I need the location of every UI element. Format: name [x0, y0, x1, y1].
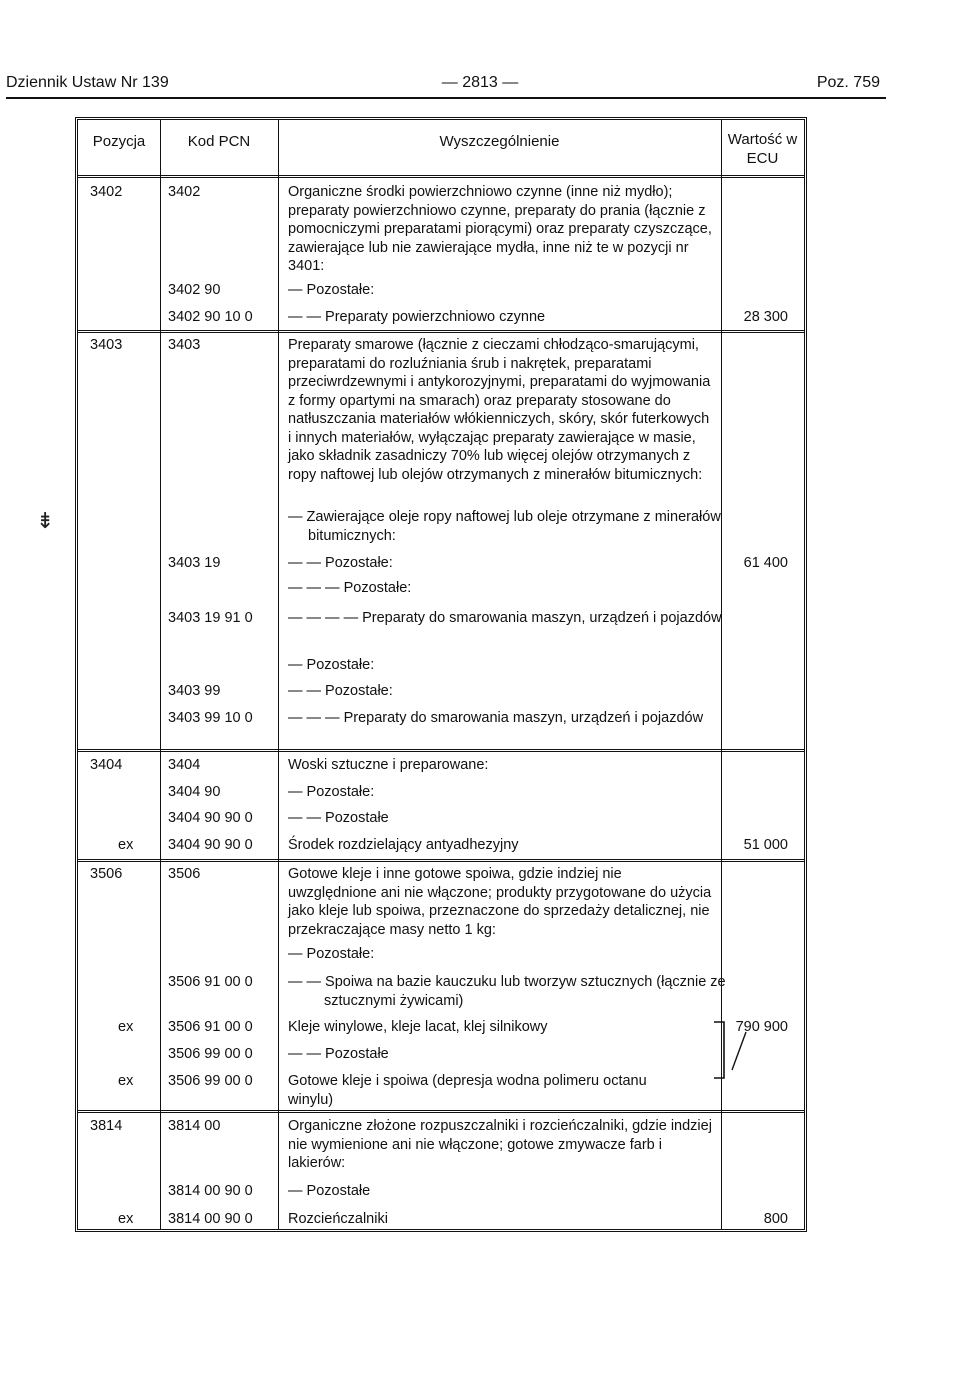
- row-description: Organiczne środki powierzchniowo czynne (inne niż mydło); preparaty powierzchniowo czynne, preparaty do prania (łącznie z pomocniczymi preparatami piorącymi) oraz preparaty czyszczące, zawierające lub nie zawierające mydła, inne niż te w pozycji nr 3401:: [288, 184, 712, 274]
- row-code: 3403: [168, 337, 201, 353]
- row-code: 3402: [168, 184, 201, 200]
- column-header-kod: Kod PCN: [187, 133, 251, 150]
- row-position: ex: [118, 1019, 134, 1035]
- row-code: 3404 90: [168, 784, 221, 800]
- group-divider: [78, 1110, 804, 1113]
- row-code: 3402 90: [168, 282, 221, 298]
- row-description: — — — Pozostałe:: [288, 580, 412, 596]
- column-divider: [160, 120, 161, 1229]
- row-code: 3402 90 10 0: [168, 309, 253, 325]
- row-code: 3506: [168, 866, 201, 882]
- row-description: Gotowe kleje i spoiwa (depresja wodna polimeru octanu winylu): [288, 1073, 647, 1108]
- row-code: 3404 90 90 0: [168, 837, 253, 853]
- page-header: [0, 0, 960, 100]
- header-rule: [6, 97, 886, 99]
- column-divider: [278, 120, 279, 1229]
- row-value: 61 400: [743, 555, 788, 571]
- group-divider: [78, 859, 804, 862]
- row-code: 3403 99: [168, 683, 221, 699]
- row-description: Gotowe kleje i inne gotowe spoiwa, gdzie indziej nie uwzględnione ani nie włączone; produkty przygotowane do użycia jako kleje lub spoiwa, przeznaczone do sprzedaży detalicznej, nie przekraczające masy netto 1 kg:: [288, 866, 712, 938]
- row-position: ex: [118, 1073, 134, 1089]
- group-divider: [78, 749, 804, 752]
- row-position: ex: [118, 837, 134, 853]
- row-code: 3814 00 90 0: [168, 1211, 253, 1227]
- row-code: 3404: [168, 757, 201, 773]
- handwritten-bracket-mark: [712, 1010, 772, 1090]
- row-description: — — Pozostałe: [288, 810, 389, 826]
- row-code: 3403 99 10 0: [168, 710, 253, 726]
- row-code: 3404 90 90 0: [168, 810, 253, 826]
- margin-mark: ⇟: [36, 508, 55, 533]
- row-code: 3506 91 00 0: [168, 1019, 253, 1035]
- row-position: 3403: [90, 337, 123, 353]
- row-description: — Pozostałe:: [288, 282, 375, 298]
- row-description: Kleje winylowe, kleje lacat, klej silnikowy: [288, 1019, 548, 1035]
- row-code: 3506 99 00 0: [168, 1073, 253, 1089]
- row-description: Organiczne złożone rozpuszczalniki i rozcieńczalniki, gdzie indziej nie wymienione ani nie włączone; gotowe zmywacze farb i lakierów:: [288, 1118, 712, 1171]
- row-description: Rozcieńczalniki: [288, 1211, 388, 1227]
- column-header-value: Wartość w ECU: [727, 131, 798, 167]
- journal-title: Dziennik Ustaw Nr 139: [6, 74, 169, 91]
- row-description: — — Pozostałe:: [288, 555, 393, 571]
- row-description: Woski sztuczne i preparowane:: [288, 757, 489, 773]
- row-position: ex: [118, 1211, 134, 1227]
- row-position: 3814: [90, 1118, 123, 1134]
- row-description: — — Preparaty powierzchniowo czynne: [288, 309, 546, 325]
- row-code: 3403 19: [168, 555, 221, 571]
- row-value: 790 900: [735, 1019, 788, 1035]
- row-value: 800: [763, 1211, 788, 1227]
- row-position: 3402: [90, 184, 123, 200]
- position-number: Poz. 759: [816, 74, 880, 91]
- column-header-description: Wyszczególnienie: [439, 133, 560, 150]
- row-description: — Pozostałe:: [288, 657, 375, 673]
- row-code: 3814 00: [168, 1118, 221, 1134]
- page-number: — 2813 —: [441, 74, 519, 91]
- table-header: [78, 120, 804, 178]
- row-description: — — Pozostałe: [288, 1046, 389, 1062]
- row-description: Środek rozdzielający antyadhezyjny: [288, 837, 519, 853]
- row-code: 3814 00 90 0: [168, 1183, 253, 1199]
- tariff-table: [75, 117, 807, 1232]
- group-divider: [78, 330, 804, 333]
- row-description: Preparaty smarowe (łącznie z cieczami chłodząco-smarującymi, preparatami do rozluźniania śrub i nakrętek, preparatami przeciwrdzewnymi i antykorozyjnymi, preparatami do wyjmowania z formy opartymi na smarach) oraz preparaty stosowane do natłuszczania materiałów włókienniczych, skóry, skór futerkowych i innych materiałów, wyłączając preparaty zawierające w masie, jako składnik zasadniczy 70% lub więcej olejów otrzymanych z ropy naftowej lub olejów otrzymanych z minerałów bitumicznych:: [288, 337, 711, 483]
- row-code: 3506 99 00 0: [168, 1046, 253, 1062]
- row-code: 3403 19 91 0: [168, 610, 253, 626]
- row-description: — Pozostałe:: [288, 784, 375, 800]
- row-description: — — Pozostałe:: [288, 683, 393, 699]
- row-description: — Pozostałe:: [288, 946, 375, 962]
- row-description: — — — Preparaty do smarowania maszyn, urządzeń i pojazdów: [288, 710, 704, 726]
- row-description: — — Spoiwa na bazie kauczuku lub tworzyw sztucznych (łącznie ze sztucznymi żywicami): [288, 974, 726, 1009]
- row-value: 28 300: [743, 309, 788, 325]
- row-position: 3506: [90, 866, 123, 882]
- row-description: — Pozostałe: [288, 1183, 371, 1199]
- row-code: 3506 91 00 0: [168, 974, 253, 990]
- row-position: 3404: [90, 757, 123, 773]
- row-value: 51 000: [743, 837, 788, 853]
- row-description: — — — — Preparaty do smarowania maszyn, urządzeń i pojazdów: [288, 610, 722, 626]
- column-header-pozycja: Pozycja: [92, 133, 146, 150]
- row-description: — Zawierające oleje ropy naftowej lub oleje otrzymane z minerałów bitumicznych:: [288, 509, 721, 544]
